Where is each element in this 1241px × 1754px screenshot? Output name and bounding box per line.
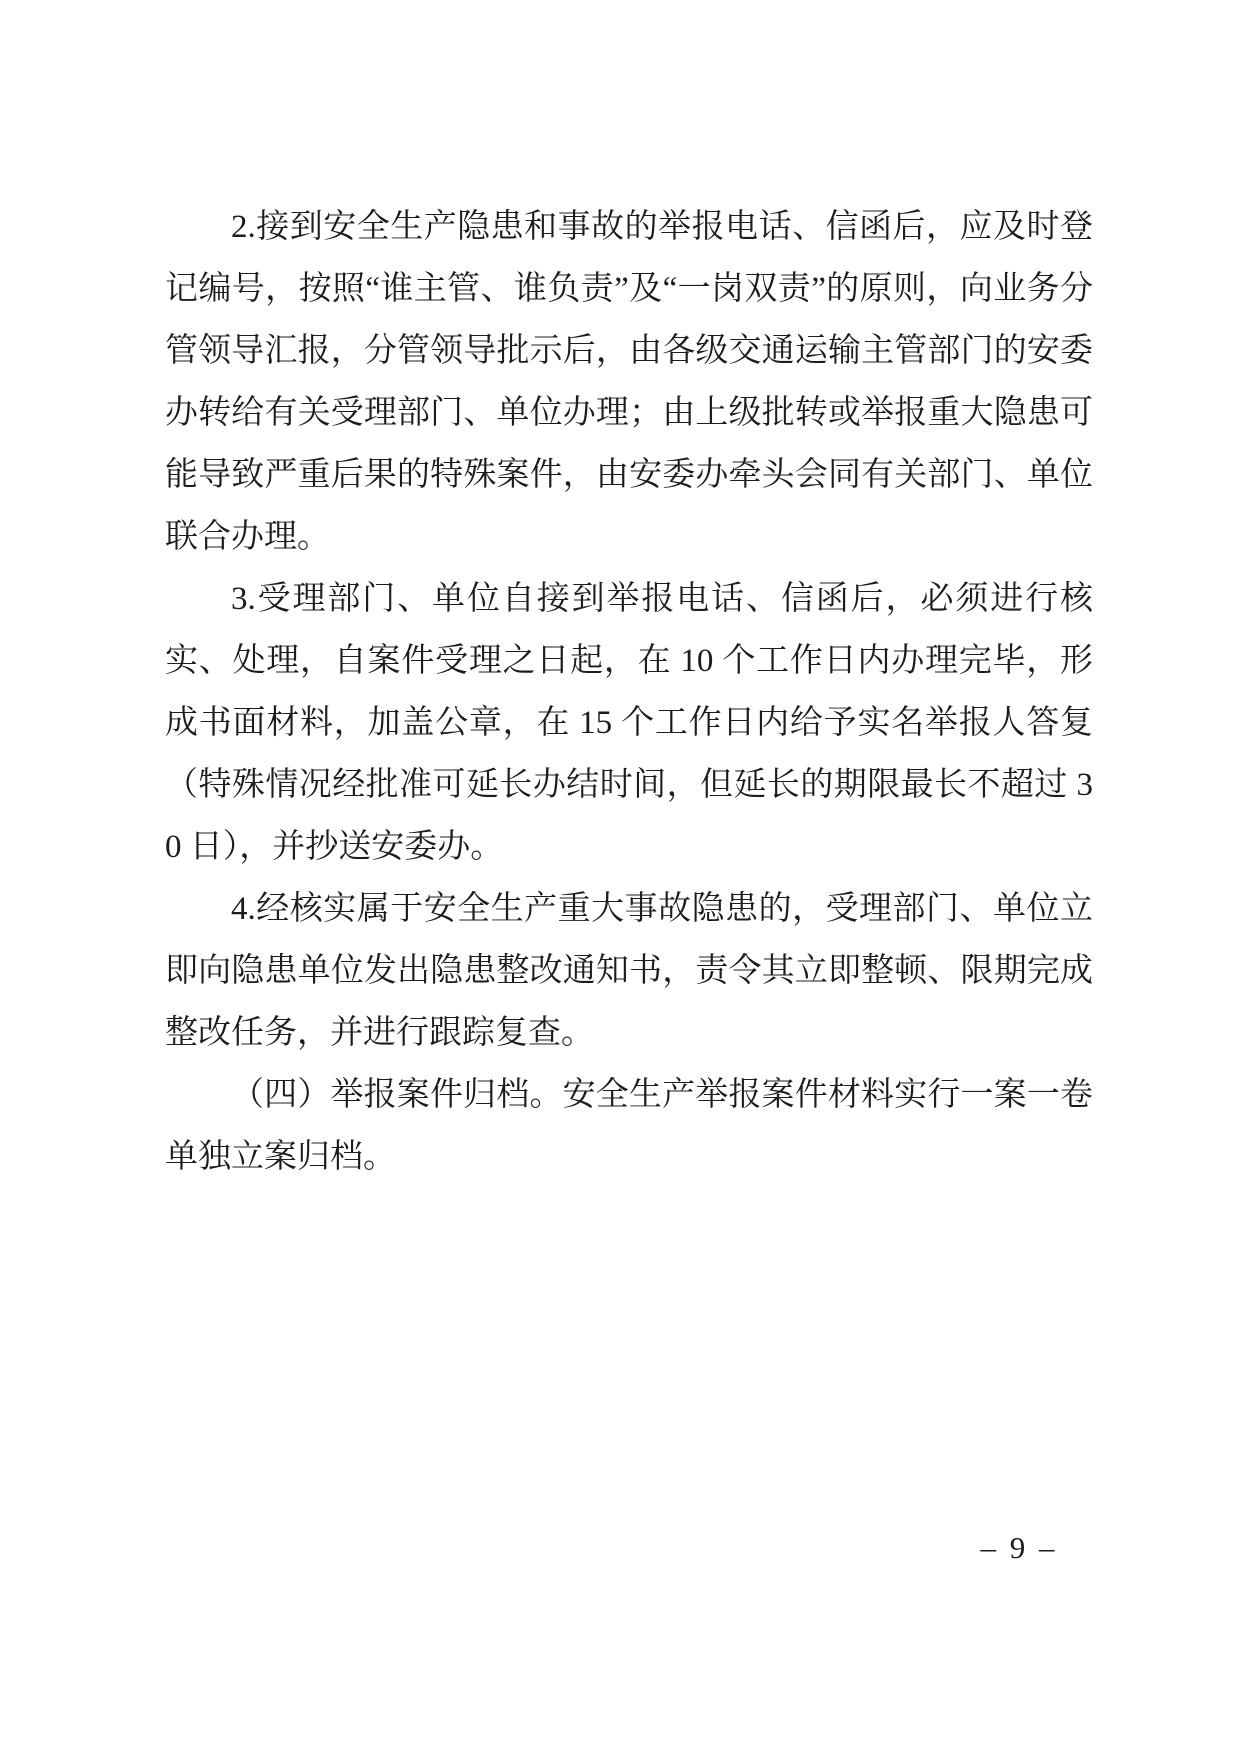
- paragraph-item-2: 2.接到安全生产隐患和事故的举报电话、信函后，应及时登记编号，按照“谁主管、谁负责”及“一岗双责”的原则，向业务分管领导汇报，分管领导批示后，由各级交通运输主管部门的安委办转给有关受理部门、单位办理；由上级批转或举报重大隐患可能导致严重后果的特殊案件，由安委办牵头会同有关部门、单位联合办理。: [165, 209, 1093, 555]
- paragraph-item-3: 3.受理部门、单位自接到举报电话、信函后，必须进行核实、处理，自案件受理之日起，在 10 个工作日内办理完毕，形成书面材料，加盖公章，在 15 个工作日内给予实名举报人答复（特殊情况经批准可延长办结时间，但延长的期限最长不超过 30 日），并抄送安委办。: [165, 581, 1093, 865]
- page-number: – 9 –: [980, 1530, 1058, 1565]
- document-body: [165, 196, 1093, 1188]
- paragraph-item-4: 4.经核实属于安全生产重大事故隐患的，受理部门、单位立即向隐患单位发出隐患整改通知书，责令其立即整顿、限期完成整改任务，并进行跟踪复查。: [165, 891, 1093, 1051]
- paragraph-case-archiving: （四）举报案件归档。安全生产举报案件材料实行一案一卷单独立案归档。: [165, 1077, 1093, 1175]
